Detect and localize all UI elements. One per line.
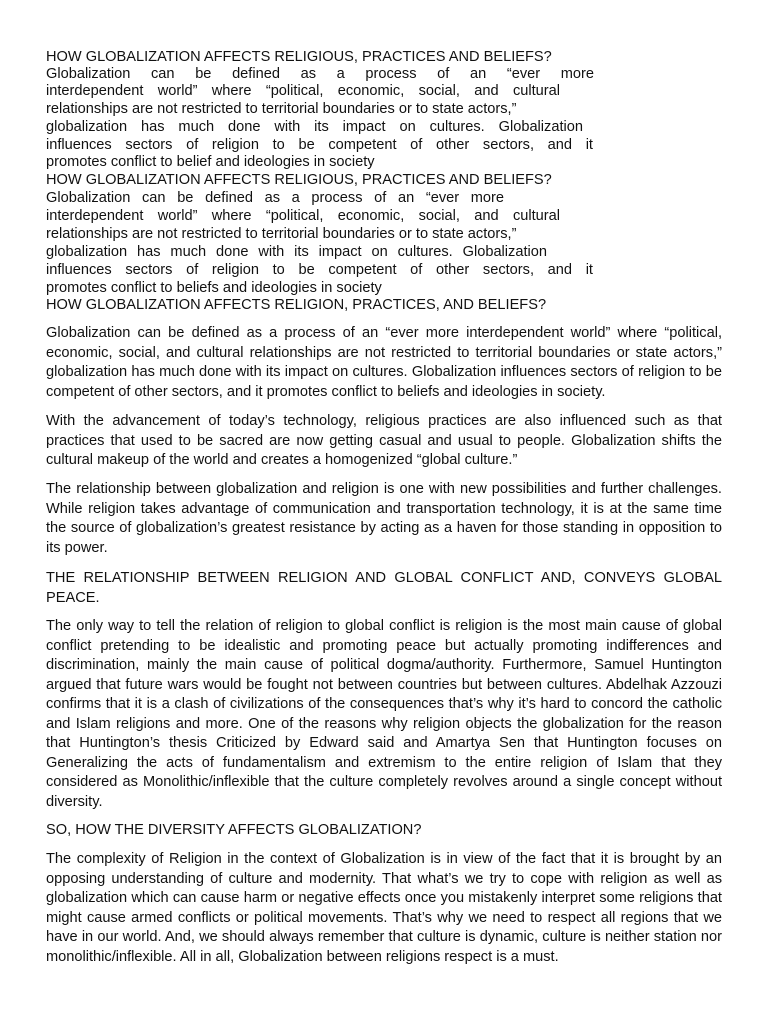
- section-heading: SO, HOW THE DIVERSITY AFFECTS GLOBALIZATION?: [46, 822, 422, 838]
- text-line: relationships are not restricted to territorial boundaries or to state actors,”: [46, 226, 517, 242]
- paragraph: Globalization can be defined as a process of an “ever more interdependent world” where “political, economic, social, and cultural relationships are not restricted to territorial boundaries or state actors,” globalization has much done with its impact on cultures. Globalization influences sectors of religion to be competent of other sectors, and it promotes conflict to beliefs and ideologies in society.: [46, 325, 722, 400]
- text-line: interdependent world” where “political, economic, social, and cultural: [46, 208, 560, 224]
- text-line: globalization has much done with its impact on cultures. Globalization: [46, 244, 547, 260]
- text-line: globalization has much done with its impact on cultures. Globalization: [46, 119, 583, 135]
- section-heading: THE RELATIONSHIP BETWEEN RELIGION AND GLOBAL CONFLICT AND, CONVEYS GLOBAL PEACE.: [46, 570, 722, 606]
- text-line: promotes conflict to beliefs and ideologies in society: [46, 280, 382, 296]
- text-line: interdependent world” where “political, economic, social, and cultural: [46, 83, 560, 99]
- paragraph: With the advancement of today’s technology, religious practices are also influenced such as that practices that used to be sacred are now getting casual and usual to people. Globalization shifts the cultural makeup of the world and creates a homogenized “global culture.”: [46, 413, 722, 468]
- heading: HOW GLOBALIZATION AFFECTS RELIGIOUS, PRACTICES AND BELIEFS?: [46, 49, 552, 65]
- text-line: relationships are not restricted to territorial boundaries or to state actors,”: [46, 101, 517, 117]
- paragraph: The only way to tell the relation of religion to global conflict is religion is the most main cause of global conflict pretending to be idealistic and promoting peace but actually promoting indifferences and discrimination, mainly the main cause of political dogma/authority. Furthermore, Samuel Huntington argued that future wars would be fought not between countries but between cultures. Abdelhak Azzouzi confirms that it is a clash of civilizations of the consequences that’s why it’s hard to concord the catholic and Islam religions and more. One of the reasons why religion objects the globalization for the reason that Huntington’s thesis Criticized by Edward said and Amartya Sen that Huntington focuses on Generalizing the acts of fundamentalism and extremism to the entire religion of Islam that they considered as Monolithic/inflexible that the culture completely revolves around a single concept without diversity.: [46, 618, 722, 810]
- paragraph: The complexity of Religion in the context of Globalization is in view of the fact that it is brought by an opposing understanding of culture and modernity. That what’s we try to cope with religion as well as globalization which can cause harm or negative effects once you mistakenly interpret some religions that might cause armed conflicts or political movements. That’s why we need to respect all regions that we have in our world. And, we should always remember that culture is dynamic, culture is neither station nor monolithic/inflexible. All in all, Globalization between religions respect is a must.: [46, 851, 722, 965]
- text-line: promotes conflict to belief and ideologies in society: [46, 154, 375, 170]
- heading: HOW GLOBALIZATION AFFECTS RELIGIOUS, PRACTICES AND BELIEFS?: [46, 172, 552, 188]
- text-line: Globalization can be defined as a process of an “ever more: [46, 66, 594, 82]
- paragraph: The relationship between globalization and religion is one with new possibilities and further challenges. While religion takes advantage of communication and transportation technology, it is at the same time the source of globalization’s greatest resistance by acting as a haven for those standing in opposition to its power.: [46, 481, 722, 556]
- text-line: influences sectors of religion to be competent of other sectors, and it: [46, 262, 593, 278]
- heading: HOW GLOBALIZATION AFFECTS RELIGION, PRACTICES, AND BELIEFS?: [46, 297, 547, 313]
- text-line: influences sectors of religion to be competent of other sectors, and it: [46, 137, 593, 153]
- text-line: Globalization can be defined as a process of an “ever more: [46, 190, 504, 206]
